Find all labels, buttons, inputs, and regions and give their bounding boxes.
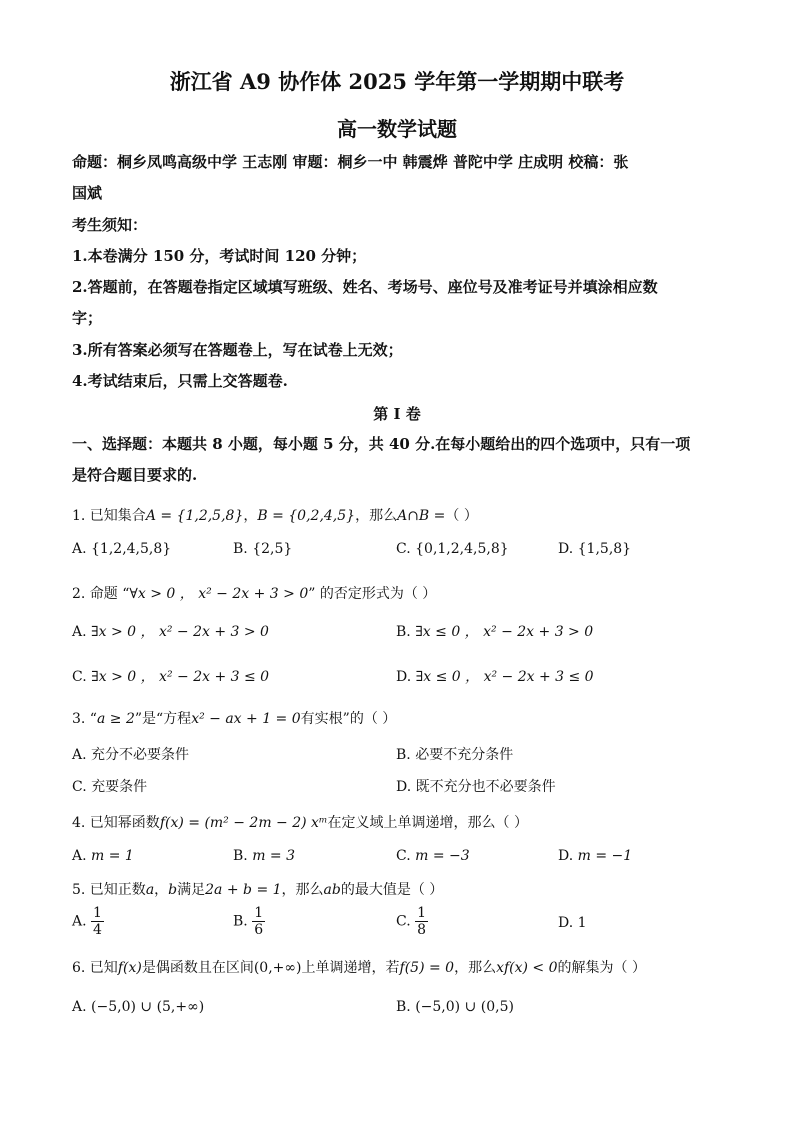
q4-option-d: D. m = −1	[558, 848, 633, 864]
notice-item-2-cont: 字；	[72, 309, 103, 327]
question-6-stem: 6. 已知f(x)是偶函数且在区间(0,+∞)上单调递增，若f(5) = 0，那么xf(x) < 0的解集为（ ）	[72, 960, 646, 976]
q3-option-a: A. 充分不必要条件	[72, 747, 190, 763]
section-1-line-1: 一、选择题：本题共 8 小题，每小题 5 分，共 40 分.在每小题给出的四个选项中，只有一项	[72, 435, 691, 453]
q1-comma: ，	[243, 508, 258, 524]
q4-option-b: B. m = 3	[233, 848, 296, 864]
authors-line-1: 命题：桐乡凤鸣高级中学 王志刚 审题：桐乡一中 韩震烨 普陀中学 庄成明 校稿：张	[72, 153, 629, 171]
q1-blank: （ ）	[445, 508, 478, 524]
q3-option-c: C. 充要条件	[72, 779, 148, 795]
exam-title: 浙江省 A9 协作体 2025 学年第一学期期中联考	[169, 69, 625, 94]
q1-option-a: A. {1,2,4,5,8}	[72, 541, 172, 557]
q1-option-b: B. {2,5}	[233, 541, 293, 557]
fraction: $\frac{1}{8}$	[417, 905, 427, 938]
q6-option-a: A. (−5,0) ∪ (5,+∞)	[72, 999, 205, 1015]
q1-text: 1. 已知集合	[72, 508, 146, 524]
q1-set-b: B = {0,2,4,5}	[257, 508, 356, 524]
q3-option-d: D. 既不充分也不必要条件	[396, 779, 556, 795]
q1-set-a: A = {1,2,5,8}	[145, 508, 244, 524]
q1-option-c: C. {0,1,2,4,5,8}	[396, 541, 509, 557]
fraction: $\frac{1}{4}$	[93, 905, 102, 938]
notice-item-2: 2.答题前，在答题卷指定区域填写班级、姓名、考场号、座位号及准考证号并填涂相应数	[72, 278, 658, 296]
question-5-stem: 5. 已知正数a，b满足2a + b = 1，那么ab的最大值是（ ）	[72, 882, 444, 898]
q4-option-a: A. m = 1	[72, 848, 134, 864]
q1-text-2: ，那么	[355, 508, 398, 524]
notice-item-1: 1.本卷满分 150 分，考试时间 120 分钟；	[72, 247, 367, 265]
q5-option-b: B. $\frac{1}{6}$	[233, 905, 264, 938]
q4-option-c: C. m = −3	[396, 848, 470, 864]
question-1-stem	[72, 505, 478, 525]
exam-subtitle: 高一数学试题	[337, 117, 457, 141]
q5-option-d: D. 1	[558, 915, 587, 931]
notice-item-4: 4.考试结束后，只需上交答题卷.	[72, 372, 288, 390]
q4-function: f(x) = (m² − 2m − 2) xᵐ	[159, 815, 328, 831]
q5-option-a: A. $\frac{1}{4}$	[72, 905, 102, 938]
q1-option-d: D. {1,5,8}	[558, 541, 632, 557]
question-3-stem: 3. “a ≥ 2”是“方程x² − ax + 1 = 0有实根”的（ ）	[72, 711, 397, 727]
part-label: 第 I 卷	[373, 405, 421, 423]
question-4-stem: 4. 已知幂函数f(x) = (m² − 2m − 2) xᵐ在定义域上单调递增，那么（ ）	[72, 815, 528, 831]
q2-proposition: ∀x > 0 ， x² − 2x + 3 > 0	[129, 586, 309, 602]
q6-option-b: B. (−5,0) ∪ (0,5)	[396, 999, 514, 1015]
notice-heading: 考生须知：	[72, 216, 148, 234]
section-1-line-2: 是符合题目要求的.	[72, 466, 198, 484]
notice-item-3: 3.所有答案必须写在答题卷上，写在试卷上无效；	[72, 341, 403, 359]
question-2-stem: 2. 命题 “∀x > 0 ， x² − 2x + 3 > 0” 的否定形式为（ ）	[72, 586, 437, 602]
q2-option-b: B. ∃x ≤ 0 ， x² − 2x + 3 > 0	[396, 624, 594, 640]
fraction: $\frac{1}{6}$	[254, 905, 264, 938]
q2-option-a: A. ∃x > 0 ， x² − 2x + 3 > 0	[72, 624, 269, 640]
q1-intersection: A∩B =	[397, 508, 446, 524]
q2-option-c: C. ∃x > 0 ， x² − 2x + 3 ≤ 0	[72, 669, 270, 685]
q3-option-b: B. 必要不充分条件	[396, 747, 514, 763]
q5-option-c: C. $\frac{1}{8}$	[396, 905, 427, 938]
q2-option-d: D. ∃x ≤ 0 ， x² − 2x + 3 ≤ 0	[396, 669, 594, 685]
authors-line-2: 国斌	[72, 184, 103, 202]
